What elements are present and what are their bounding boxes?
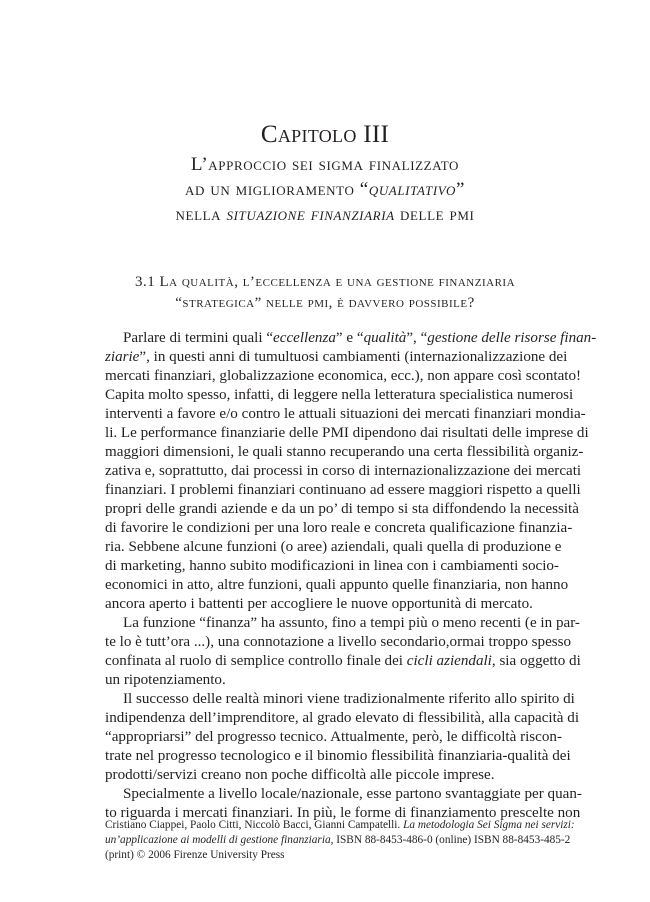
body-line: di favorire le condizioni per una loro reale e concreta qualificazione finanzia- <box>105 520 573 536</box>
body-line: economici in atto, altre funzioni, quali appunto quelle finanziaria, non hanno <box>105 577 569 593</box>
footer-line-1 <box>105 818 575 833</box>
body-line: te lo è tutt’ora ...), una connotazione a livello secondario,ormai troppo spesso <box>105 634 572 650</box>
body-line: maggiori dimensioni, le quali stanno recuperando una certa flessibilità organiz- <box>105 444 584 460</box>
chapter-title-line-3-b: delle pmi <box>394 204 475 225</box>
chapter-title-line-2 <box>60 177 590 202</box>
body-line: “appropriarsi” del progresso tecnico. Attualmente, però, le difficoltà riscon- <box>105 729 562 745</box>
footer-line-2 <box>105 833 571 848</box>
section-heading <box>70 272 580 314</box>
body-line: li. Le performance finanziarie delle PMI dipendono dai risultati delle imprese di <box>105 425 589 441</box>
section-heading-line-1: 3.1 La qualità, l’eccellenza e una gestione finanziaria <box>134 274 516 290</box>
chapter-title-line-2-a: ad un miglioramento “ <box>185 179 369 200</box>
footer-isbn: , ISBN 88-8453-486-0 (online) ISBN 88-8453-485-2 <box>330 834 571 846</box>
body-line: ria. Sebbene alcune funzioni (o aree) aziendali, quali quella di produzione e <box>105 539 562 555</box>
body-line: to riguarda i mercati finanziari. In più, le forme di finanziamento prescelte non <box>105 805 581 821</box>
body-line: confinata al ruolo di semplice controllo finale dei cicli aziendali, sia oggetto di <box>105 653 581 669</box>
body-line: Specialmente a livello locale/nazionale, esse partono svantaggiate per quan- <box>123 786 582 802</box>
body-line: La funzione “finanza” ha assunto, fino a tempi più o meno recenti (e in par- <box>123 615 580 631</box>
chapter-title-line-2-italic: qualitativo <box>368 179 456 200</box>
footer-copyright: (print) © 2006 Firenze University Press <box>105 849 285 861</box>
body-line: interventi a favore e/o contro le attuali situazioni dei mercati finanziari mondia- <box>105 406 586 422</box>
body-line: zativa e, soprattutto, dai processi in corso di internazionalizzazione dei mercati <box>105 463 582 479</box>
chapter-title-line-1: L’approccio sei sigma finalizzato <box>190 154 460 175</box>
body-line: mercati finanziari, globalizzazione economica, ecc.), non appare così scontato! <box>105 368 582 384</box>
body-line: un ripotenziamento. <box>105 672 226 688</box>
chapter-number: Capitolo III <box>260 121 390 148</box>
body-line: ancora aperto i battenti per accogliere le nuove opportunità di mercato. <box>105 596 533 612</box>
chapter-title-line-2-b: ” <box>455 179 465 200</box>
body-line: propri delle grandi aziende e da un po’ di tempo si sta diffondendo la necessità <box>105 501 579 517</box>
footer-authors: Cristiano Ciappei, Paolo Citti, Niccolò Bacci, Gianni Campatelli. <box>105 819 404 831</box>
body-text <box>105 329 597 823</box>
body-line: Parlare di termini quali “eccellenza” e “qualità”, “gestione delle risorse finan- <box>123 330 597 346</box>
body-line: finanziari. I problemi finanziari continuano ad essere maggiori rispetto a quelli <box>105 482 581 498</box>
body-line: indipendenza dell’imprenditore, al grado elevato di flessibilità, alla capacità di <box>105 710 580 726</box>
chapter-heading <box>60 120 590 227</box>
chapter-title <box>60 152 590 227</box>
footer-citation <box>105 818 575 863</box>
body-line: Il successo delle realtà minori viene tradizionalmente riferito allo spirito di <box>123 691 575 707</box>
section-heading-line-2: “strategica” nelle pmi, è davvero possibile? <box>175 295 475 311</box>
body-line: ziarie”, in questi anni di tumultuosi cambiamenti (internazionalizzazione dei <box>105 349 568 365</box>
body-line: Capita molto spesso, infatti, di leggere nella letteratura specialistica numerosi <box>105 387 574 403</box>
body-line: trate nel progresso tecnologico e il binomio flessibilità finanziaria-qualità dei <box>105 748 571 764</box>
body-line: prodotti/servizi creano non poche difficoltà alle piccole imprese. <box>105 767 495 783</box>
chapter-title-line-3-italic: situazione finanziaria <box>226 204 395 225</box>
body-line: di marketing, hanno subito modificazioni in linea con i cambiamenti socio- <box>105 558 559 574</box>
chapter-title-line-3-a: nella <box>175 204 227 225</box>
chapter-title-line-3 <box>60 202 590 227</box>
footer-book-title-a: La metodologia Sei Sigma nei servizi: <box>403 819 575 831</box>
footer-book-title-b: un’applicazione ai modelli di gestione finanziaria <box>105 834 331 846</box>
